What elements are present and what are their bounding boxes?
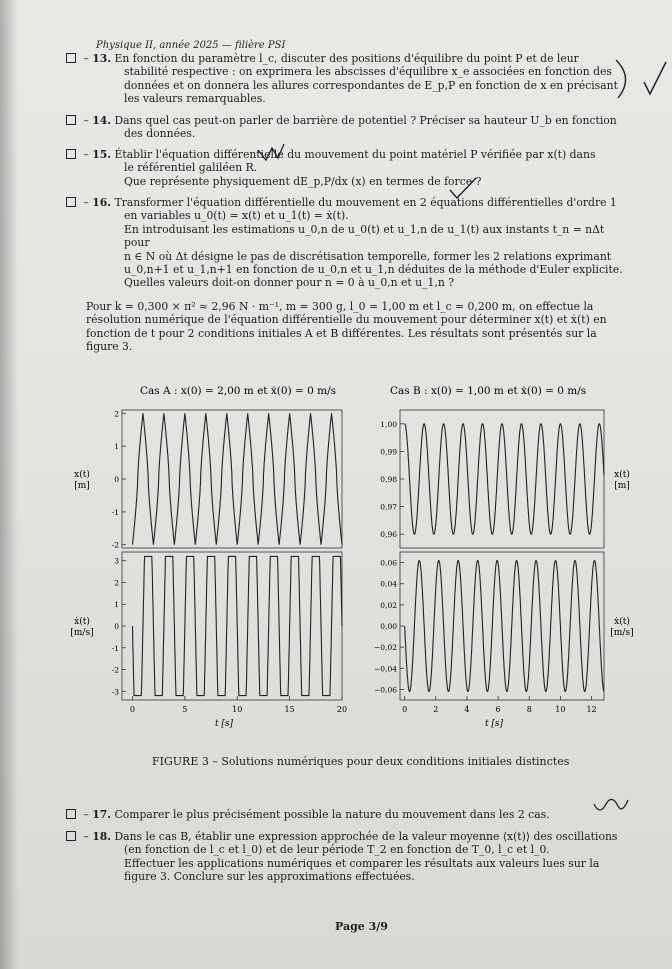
question-number: 14. [92,114,112,127]
y-tick-label: 0 [114,622,119,631]
x-tick-label: 0 [402,705,408,714]
y-tick-label: −0,04 [374,664,397,674]
y-tick-label: -1 [111,507,119,517]
checkbox-icon [66,809,76,819]
question-number: 16. [92,196,112,209]
handwritten-check [448,176,478,200]
y-tick-label: 0,06 [380,558,397,568]
paragraph-line: figure 3. [86,340,133,354]
y-tick-label: -2 [111,665,119,675]
y-tick-label: 0,96 [380,530,397,540]
series-line [405,424,604,534]
question-line: Que représente physiquement dE_p,P/dx (x) en termes de force ? [124,174,482,188]
x-tick-label: 20 [336,705,348,714]
question-line: En fonction du paramètre l_c, discuter des positions d'équilibre du point P et de leur [114,52,579,65]
plot-frame [400,410,604,548]
x-tick-label: 4 [464,705,470,714]
checkbox-icon [66,831,76,841]
y-tick-label: 0 [114,475,119,484]
x-tick-label: 12 [586,705,597,714]
checkbox-icon [66,115,76,125]
x-tick-label: 6 [495,705,501,714]
y-axis-label: ẋ(t) [74,617,90,627]
checkbox-icon [66,197,76,207]
y-tick-label: 2 [114,578,119,588]
y-axis-unit: [m/s] [70,628,94,638]
question-line: Établir l'équation différentielle du mouvement du point matériel P vérifiée par x(t) dans [114,148,596,161]
question-line: des données. [124,127,196,141]
question-line: n ∈ N où Δt désigne le pas de discrétisation temporelle, former les 2 relations exprimant [124,249,612,263]
y-tick-label: 0,02 [380,600,397,610]
x-tick-label: 8 [526,705,532,714]
x-axis-label: t [s] [484,719,504,729]
y-tick-label: −0,06 [374,685,397,695]
y-tick-label: -2 [111,540,119,550]
series-line [405,561,604,692]
question-line: Comparer le plus précisément possible la nature du mouvement dans les 2 cas. [114,808,550,821]
y-tick-label: -3 [111,687,119,697]
question-13: – 13. En fonction du paramètre l_c, discuter des positions d'équilibre du point P et de leur stabilité respective : on exprimera les abscisses d'équilibre x_e associées en fonction des données et on donnera les allures correspondantes de E_p,P en fonction de x en précisant les valeurs remarquables. [66,52,626,106]
question-number: 13. [92,52,112,65]
handwritten-mark [256,142,286,162]
page-number: Page 3/9 [335,920,388,933]
y-axis-unit: [m] [74,481,90,491]
checkbox-icon [66,53,76,63]
handwritten-bracket-check [612,56,670,104]
y-tick-label: 1 [114,442,119,452]
x-tick-label: 10 [555,705,566,714]
chart-title: Cas A : x(0) = 2,00 m et ẋ(0) = 0 m/s [140,385,337,397]
question-16: – 16. Transformer l'équation différentielle du mouvement en 2 équations différentielles d'ordre 1 en variables u_0(t) = x(t) et u_1(t) = ẋ(t). En introduisant les estimations u_0,n de u_0(t) et u_1,n de u_1(t) aux instants t_n = nΔt pour n ∈ N où Δt désigne le pas de discrétisation temporelle, former les 2 relations exprimant u_0,n+1 et u_1,n+1 en fonction de u_0,n et u_1,n déduites de la méthode d'Euler explicite. Quelles valeurs doit-on donner pour n = 0 à u_0,n et u_1,n ? [66,196,626,290]
x-tick-label: 5 [182,705,188,714]
figure-3 [60,378,634,750]
paragraph-line: Pour k = 0,300 × π² ≈ 2,96 N · m⁻¹, m = 300 g, l_0 = 1,00 m et l_c = 0,200 m, on effectue la [86,300,594,313]
handwritten-squiggle [592,794,630,818]
y-tick-label: 0,04 [380,579,397,589]
question-15: – 15. Établir l'équation différentielle du mouvement du point matériel P vérifiée par x(t) dans le référentiel galiléen R. Que représente physiquement dE_p,P/dx (x) en termes de force ? [66,148,626,188]
question-line: Transformer l'équation différentielle du mouvement en 2 équations différentielles d'ordre 1 [114,196,617,209]
x-tick-label: 2 [433,705,439,714]
x-tick-label: 0 [129,705,136,714]
question-number: 15. [92,148,112,161]
y-axis-label: ẋ(t) [614,617,630,627]
y-tick-label: 0,00 [380,622,397,631]
question-line: Quelles valeurs doit-on donner pour n = 0 à u_0,n et u_1,n ? [124,276,454,290]
y-tick-label: 0,99 [380,447,397,457]
question-line: les valeurs remarquables. [124,92,266,106]
page-header: Physique II, année 2025 — filière PSI [96,40,286,51]
question-14: – 14. Dans quel cas peut-on parler de barrière de potentiel ? Préciser sa hauteur U_b en fonction des données. [66,114,626,141]
paragraph-line: résolution numérique de l'équation différentielle du mouvement pour déterminer x(t) et ẋ(t) en [86,313,607,327]
chart-title: Cas B : x(0) = 1,00 m et ẋ(0) = 0 m/s [390,385,587,397]
question-line: En introduisant les estimations u_0,n de u_0(t) et u_1,n de u_1(t) aux instants t_n = nΔt pour [124,222,605,250]
question-line: figure 3. Conclure sur les approximations effectuées. [124,870,415,884]
question-line: u_0,n+1 et u_1,n+1 en fonction de u_0,n et u_1,n déduites de la méthode d'Euler explicite. [124,263,623,277]
figure-caption: FIGURE 3 – Solutions numériques pour deux conditions initiales distinctes [152,755,570,768]
y-tick-label: −0,02 [374,643,397,653]
y-axis-unit: [m] [614,481,630,491]
y-tick-label: -1 [111,643,119,653]
question-line: stabilité respective : on exprimera les abscisses d'équilibre x_e associées en fonction des [124,65,612,79]
intro-paragraph [86,300,632,354]
y-tick-label: 0,98 [380,475,397,484]
series-line [133,556,343,695]
question-line: Dans le cas B, établir une expression approchée de la valeur moyenne ⟨x(t)⟩ des oscillations [114,830,618,843]
checkbox-icon [66,149,76,159]
y-axis-label: x(t) [74,470,90,480]
question-line: données et on donnera les allures correspondantes de E_p,P en fonction de x en précisant [124,78,618,92]
question-18: – 18. Dans le cas B, établir une expression approchée de la valeur moyenne ⟨x(t)⟩ des oscillations (en fonction de l_c et l_0) et de leur période T_2 en fonction de T_0, l_c et l_0. Effectuer les applications numériques et comparer les résultats aux valeurs lues sur la figure 3. Conclure sur les approximations effectuées. [66,830,636,884]
series-line [133,413,343,544]
question-line: le référentiel galiléen R. [124,161,258,175]
question-17: – 17. Comparer le plus précisément possible la nature du mouvement dans les 2 cas. [66,808,636,821]
y-axis-label: x(t) [614,470,630,480]
y-tick-label: 2 [114,409,119,419]
x-axis-label: t [s] [214,719,234,729]
x-tick-label: 10 [232,705,243,714]
question-line: Effectuer les applications numériques et comparer les résultats aux valeurs lues sur la [124,856,600,870]
question-line: en variables u_0(t) = x(t) et u_1(t) = ẋ(t). [124,209,349,223]
question-line: Dans quel cas peut-on parler de barrière de potentiel ? Préciser sa hauteur U_b en fonction [114,114,617,127]
question-line: (en fonction de l_c et l_0) et de leur période T_2 en fonction de T_0, l_c et l_0. [124,843,550,857]
y-axis-unit: [m/s] [610,628,634,638]
question-number: 18. [92,830,112,843]
paragraph-line: fonction de t pour 2 conditions initiales A et B différentes. Les résultats sont présentés sur la [86,326,597,340]
question-number: 17. [92,808,112,821]
y-tick-label: 3 [114,556,119,566]
y-tick-label: 1 [114,600,119,610]
y-tick-label: 1,00 [380,419,397,429]
x-tick-label: 15 [284,705,295,714]
page-shadow [0,0,18,969]
y-tick-label: 0,97 [380,502,397,512]
